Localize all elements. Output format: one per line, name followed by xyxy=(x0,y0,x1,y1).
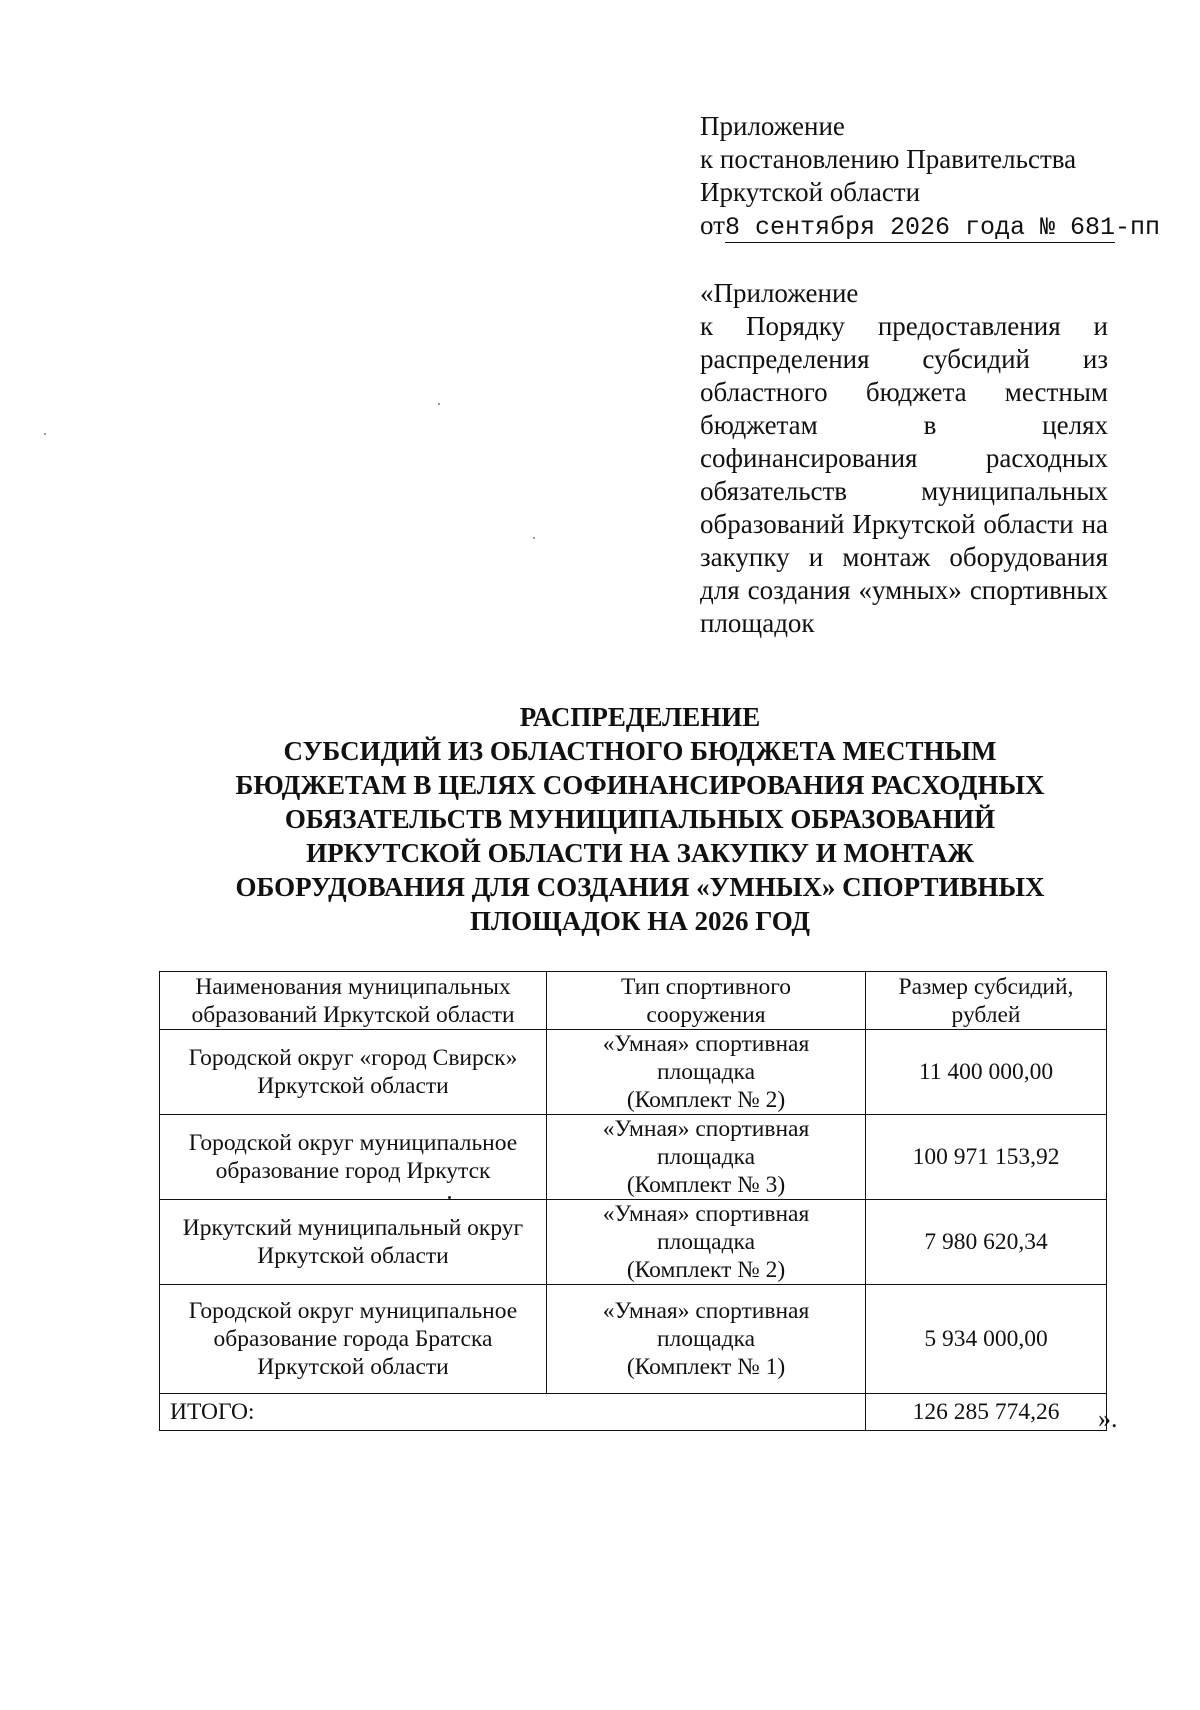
distribution-table xyxy=(159,971,1107,1431)
header-text: сооружения xyxy=(646,1002,766,1028)
cell-text: Иркутский муниципальный округ xyxy=(182,1215,524,1241)
header-subsidy-amount xyxy=(866,972,1107,1030)
title-line: РАСПРЕДЕЛЕНИЕ xyxy=(519,702,761,732)
table-row xyxy=(160,1285,1107,1394)
header-text: рублей xyxy=(951,1002,1021,1028)
cell-facility-type xyxy=(547,1285,866,1394)
total-amount: 126 285 774,26 xyxy=(866,1394,1107,1431)
header-text: Размер субсидий, xyxy=(898,974,1074,1000)
cell-text: площадка xyxy=(656,1229,756,1255)
cell-text: образование город Иркутск xyxy=(215,1158,491,1184)
cell-text: (Комплект № 2) xyxy=(626,1087,786,1113)
cell-amount: 7 980 620,34 xyxy=(866,1200,1107,1285)
cell-text: (Комплект № 1) xyxy=(626,1354,786,1380)
cell-municipality xyxy=(160,1200,547,1285)
cell-text: Городской округ «город Свирск» xyxy=(188,1045,518,1071)
cell-text: (Комплект № 3) xyxy=(626,1172,786,1198)
cell-text: Иркутской области xyxy=(257,1354,449,1380)
order-date-number: 8 сентября 2026 года № 681 xyxy=(724,213,1116,242)
table-total-row xyxy=(160,1394,1107,1431)
title-line: ИРКУТСКОЙ ОБЛАСТИ НА ЗАКУПКУ И МОНТАЖ xyxy=(306,838,974,868)
document-title xyxy=(200,700,1080,938)
appendix-line: к постановлению Правительства xyxy=(700,144,1077,174)
order-prefix: от xyxy=(700,210,725,240)
title-line: СУБСИДИЙ ИЗ ОБЛАСТНОГО БЮДЖЕТА МЕСТНЫМ xyxy=(283,736,997,766)
header-text: Наименования муниципальных xyxy=(195,974,511,1000)
cell-facility-type xyxy=(547,1200,866,1285)
cell-text: «Умная» спортивная xyxy=(602,1116,810,1142)
scan-speck xyxy=(533,537,535,539)
table-row xyxy=(160,1030,1107,1115)
header-facility-type xyxy=(547,972,866,1030)
cell-text: площадка xyxy=(656,1059,756,1085)
order-reference xyxy=(700,209,1161,244)
cell-text: Городской округ муниципальное xyxy=(188,1298,518,1324)
cell-text: «Умная» спортивная xyxy=(602,1298,810,1324)
appendix-line: Приложение xyxy=(700,111,845,141)
scan-speck xyxy=(44,433,46,435)
title-line: ОБОРУДОВАНИЯ ДЛЯ СОЗДАНИЯ «УМНЫХ» СПОРТИВНЫХ xyxy=(235,872,1045,902)
title-line: ПЛОЩАДОК НА 2026 ГОД xyxy=(470,906,810,936)
cell-text: «Умная» спортивная xyxy=(602,1201,810,1227)
title-line: ОБЯЗАТЕЛЬСТВ МУНИЦИПАЛЬНЫХ ОБРАЗОВАНИЙ xyxy=(284,804,996,834)
scan-speck xyxy=(448,1196,451,1199)
cell-text: образование города Братска xyxy=(213,1326,493,1352)
cell-facility-type xyxy=(547,1115,866,1200)
closing-quote: ». xyxy=(1098,1404,1118,1433)
header-text: образований Иркутской области xyxy=(191,1002,515,1028)
cell-text: Иркутской области xyxy=(257,1073,449,1099)
table-row xyxy=(160,1200,1107,1285)
cell-municipality xyxy=(160,1030,547,1115)
nested-appendix-heading: «Приложение xyxy=(700,278,859,308)
cell-text: площадка xyxy=(656,1144,756,1170)
cell-text: «Умная» спортивная xyxy=(602,1031,810,1057)
appendix-header xyxy=(700,110,1161,244)
header-municipality xyxy=(160,972,547,1030)
cell-text: (Комплект № 2) xyxy=(626,1257,786,1283)
cell-amount: 11 400 000,00 xyxy=(866,1030,1107,1115)
cell-facility-type xyxy=(547,1030,866,1115)
table-row xyxy=(160,1115,1107,1200)
title-line: БЮДЖЕТАМ В ЦЕЛЯХ СОФИНАНСИРОВАНИЯ РАСХОДНЫХ xyxy=(235,770,1045,800)
cell-municipality xyxy=(160,1285,547,1394)
cell-text: Городской округ муниципальное xyxy=(188,1130,518,1156)
cell-text: площадка xyxy=(656,1326,756,1352)
cell-amount: 100 971 153,92 xyxy=(866,1115,1107,1200)
cell-text: Иркутской области xyxy=(257,1243,449,1269)
cell-municipality xyxy=(160,1115,547,1200)
scan-speck xyxy=(438,403,440,405)
nested-appendix-body: к Порядку предоставления и распределения субсидий из областного бюджета местным бюджетам в целях софинансирования расходных обязательств муниципальных образований Иркутской области на закупку и монтаж оборудования для создания «умных» спортивных площадок xyxy=(700,311,1108,638)
nested-appendix xyxy=(700,277,1108,640)
total-label: ИТОГО: xyxy=(160,1394,866,1431)
appendix-line: Иркутской области xyxy=(700,177,921,207)
cell-amount: 5 934 000,00 xyxy=(866,1285,1107,1394)
order-suffix: -пп xyxy=(1115,213,1161,242)
table-header-row xyxy=(160,972,1107,1030)
header-text: Тип спортивного xyxy=(620,974,792,1000)
